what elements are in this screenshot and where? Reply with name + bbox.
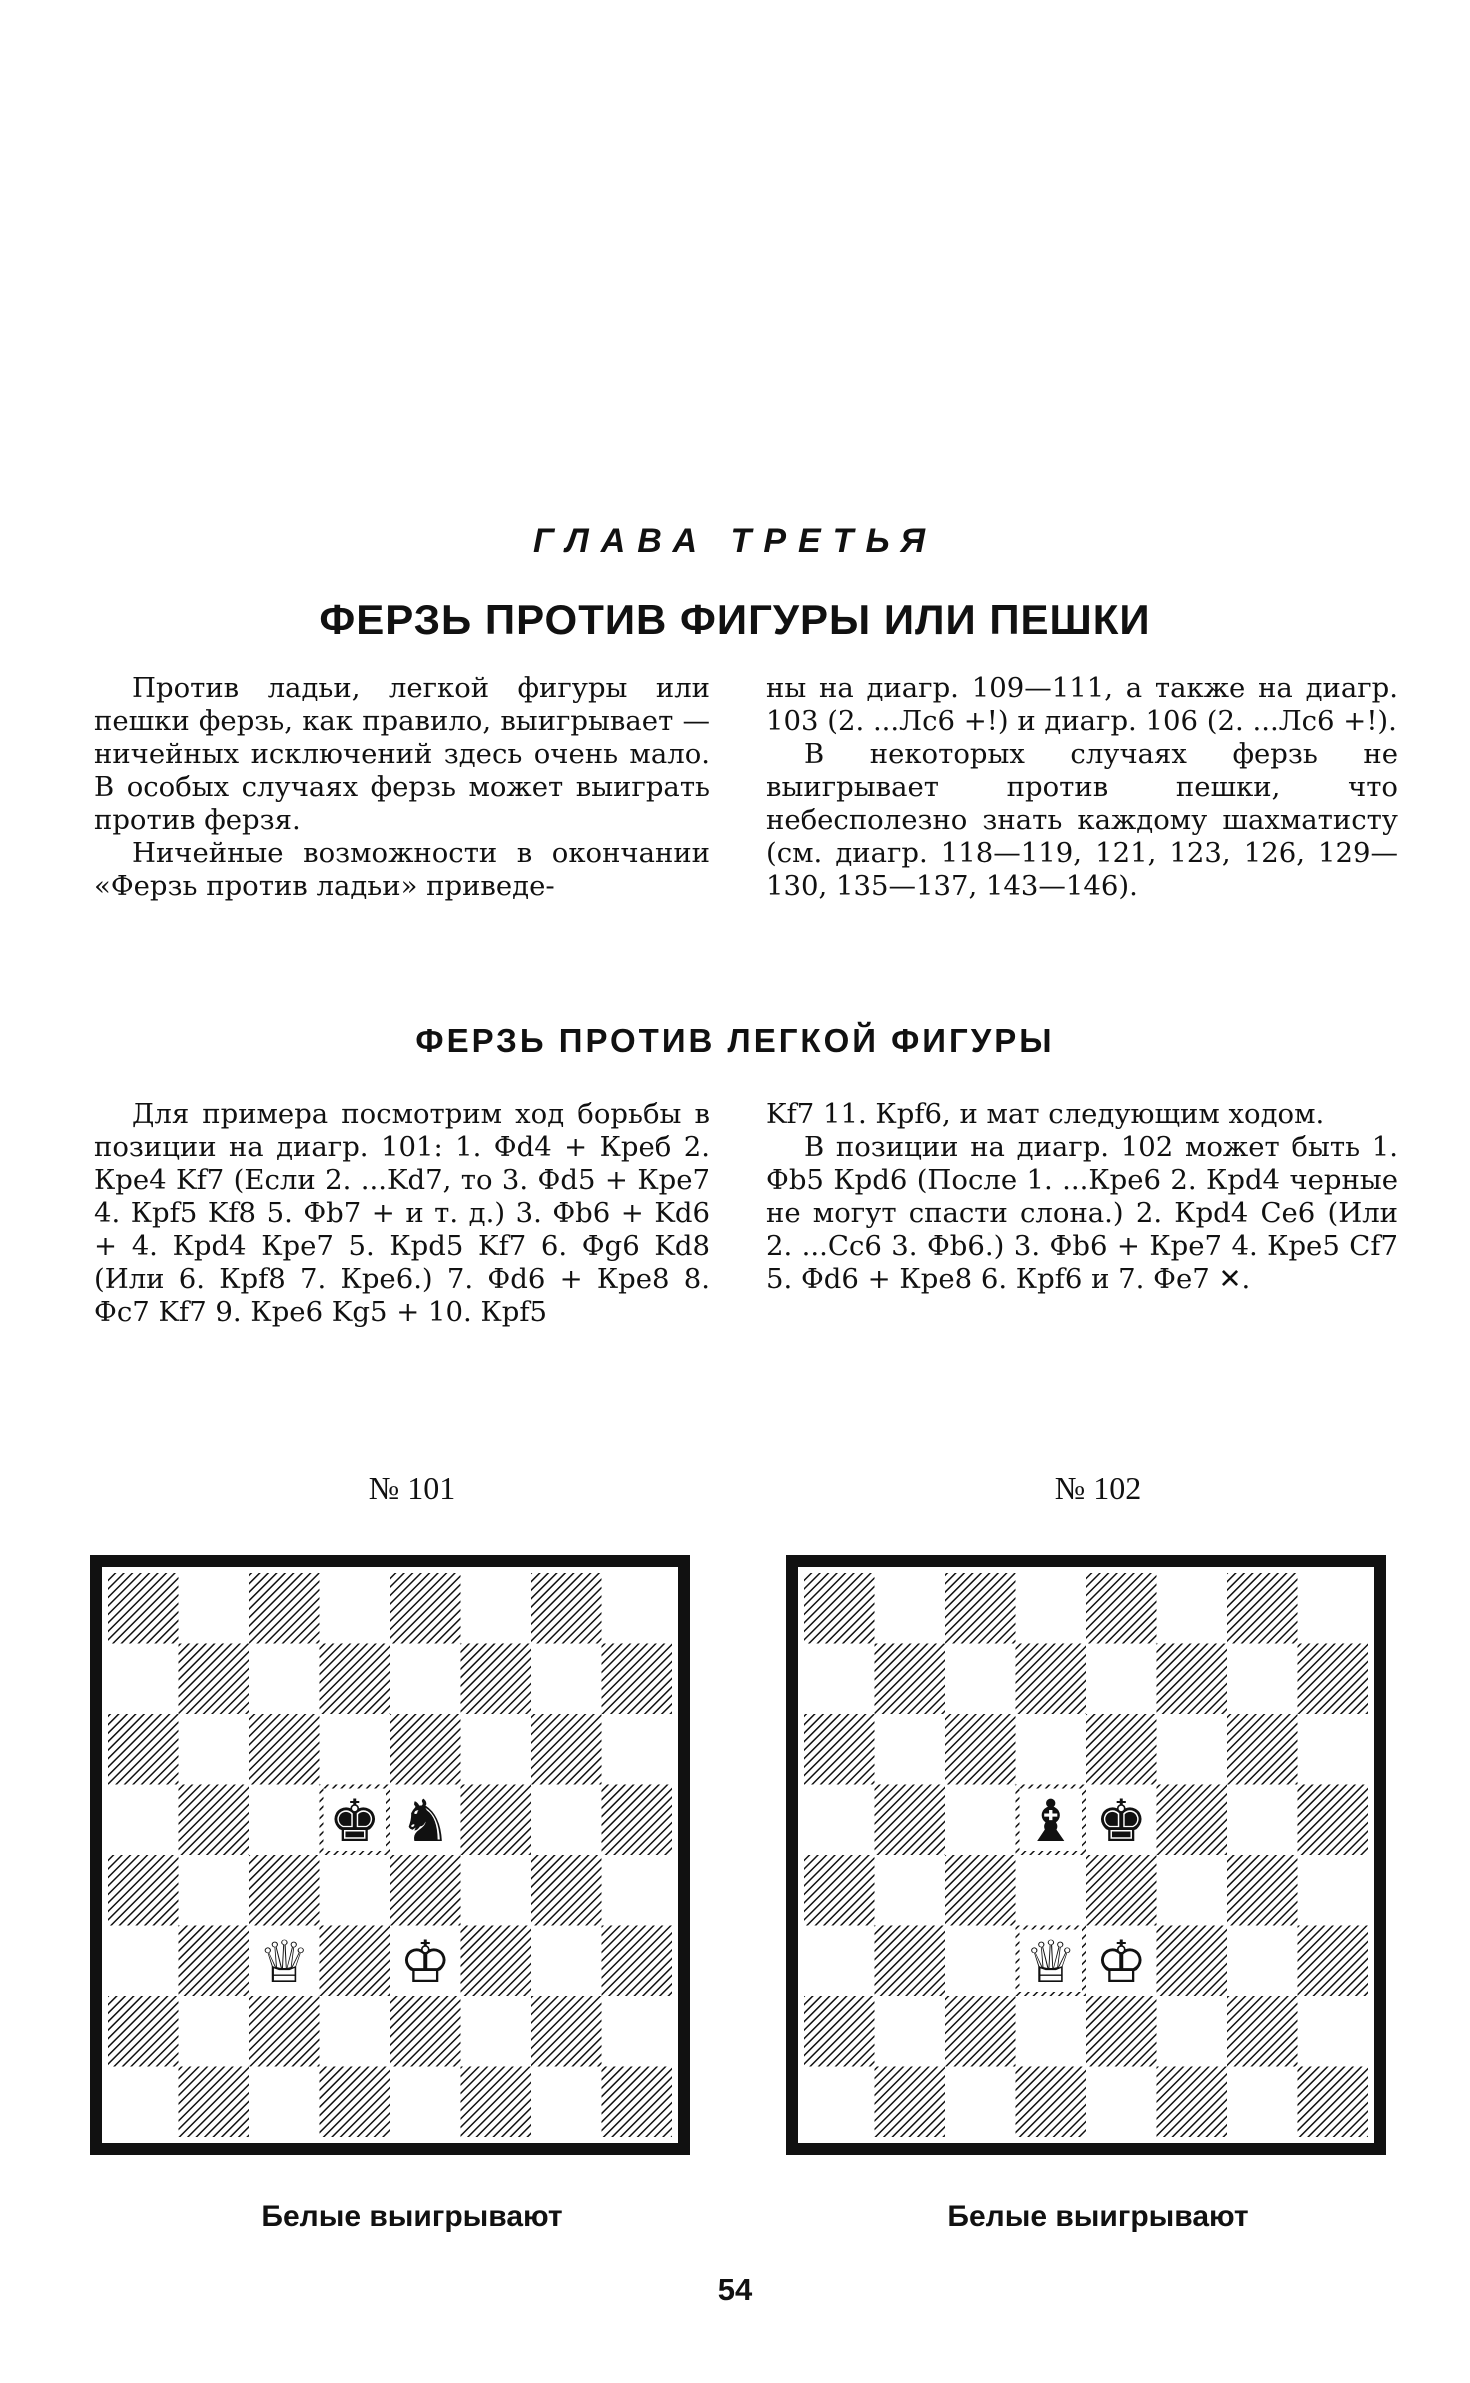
paragraph: В некоторых случаях ферзь не выигрывает против пешки, что небесполезно знать каждому шахматисту (см. диагр. 118—119, 121, 123, 126, 129—130, 135—137, 143—146). xyxy=(766,738,1398,902)
dark-square-d3 xyxy=(320,1926,391,1997)
dark-square-f1 xyxy=(461,2067,532,2138)
paragraph: В позиции на диагр. 102 может быть 1. Фb5 Кpd6 (После 1. ...Кpe6 2. Кpd4 черные не могут спасти слона.) 2. Кpd4 Сe6 (Или 2. ...Сc6 3. Фb6.) 3. Фb6 + Кpe7 4. Кpe5 Сf7 5. Фd6 + Кpe8 6. Кpf6 и 7. Фe7 ✕. xyxy=(766,1131,1398,1295)
dark-square-a2 xyxy=(108,1996,179,2067)
paragraph: Для примера посмотрим ход борьбы в позиции на диагр. 101: 1. Фd4 + Креб 2. Кре4 Kf7 (Если 2. ...Kd7, то 3. Фd5 + Кре7 4. Крf5 Kf8 5. Фb7 + и т. д.) 3. Фb6 + Kd6 + 4. Кpd4 Кpe7 5. Кpd5 Kf7 6. Фg6 Kd8 (Или 6. Кpf8 7. Кpe6.) 7. Фd6 + Кpe8 8. Фс7 Kf7 9. Кpe6 Kg5 + 10. Кpf5 xyxy=(94,1098,710,1328)
dark-square-a6 xyxy=(108,1714,179,1785)
dark-square-c2 xyxy=(945,1996,1016,2067)
dark-square-c8 xyxy=(945,1573,1016,1644)
paragraph: Kf7 11. Кpf6, и мат следующим ходом. xyxy=(766,1098,1325,1130)
dark-square-b1 xyxy=(179,2067,250,2138)
dark-square-e6 xyxy=(390,1714,461,1785)
diagram-caption-102: Белые выигрывают xyxy=(947,2200,1249,2233)
dark-square-h7 xyxy=(602,1644,673,1715)
intro-right-column xyxy=(766,672,1398,903)
chess-diagram-102 xyxy=(786,1555,1386,2155)
dark-square-g2 xyxy=(1227,1996,1298,2067)
paragraph: Против ладьи, легкой фигуры или пешки ферзь, как правило, выигрывает — ничейных исключений здесь очень мало. В особых случаях ферзь может выиграть против ферзя. xyxy=(94,672,710,836)
black-king-icon: ♚ xyxy=(328,1786,381,1855)
dark-square-b5 xyxy=(179,1785,250,1856)
dark-square-b7 xyxy=(875,1644,946,1715)
dark-square-f1 xyxy=(1157,2067,1228,2138)
dark-square-c4 xyxy=(945,1855,1016,1926)
dark-square-e4 xyxy=(1086,1855,1157,1926)
section-left-column xyxy=(94,1098,710,1329)
paragraph: Ничейные возможности в окончании «Ферзь против ладьи» приведе- xyxy=(94,837,710,902)
diagram-number-101: № 101 xyxy=(368,1470,456,1506)
dark-square-e8 xyxy=(1086,1573,1157,1644)
chapter-label: ГЛАВА ТРЕТЬЯ xyxy=(532,522,938,560)
dark-square-f5 xyxy=(1157,1785,1228,1856)
dark-square-b3 xyxy=(179,1926,250,1997)
dark-square-e6 xyxy=(1086,1714,1157,1785)
dark-square-a8 xyxy=(804,1573,875,1644)
dark-square-h5 xyxy=(602,1785,673,1856)
white-king-icon: ♔ xyxy=(1095,1927,1148,1996)
page-number: 54 xyxy=(717,2272,753,2307)
dark-square-h3 xyxy=(602,1926,673,1997)
chessboard xyxy=(90,1555,690,2155)
dark-square-h3 xyxy=(1298,1926,1369,1997)
dark-square-b3 xyxy=(875,1926,946,1997)
dark-square-e2 xyxy=(1086,1996,1157,2067)
dark-square-h5 xyxy=(1298,1785,1369,1856)
chessboard xyxy=(786,1555,1386,2155)
dark-square-g4 xyxy=(1227,1855,1298,1926)
dark-square-d7 xyxy=(1016,1644,1087,1715)
dark-square-g8 xyxy=(1227,1573,1298,1644)
intro-left-column xyxy=(94,672,710,903)
chapter-title: ФЕРЗЬ ПРОТИВ ФИГУРЫ ИЛИ ПЕШКИ xyxy=(319,596,1151,643)
dark-square-c8 xyxy=(249,1573,320,1644)
dark-square-e4 xyxy=(390,1855,461,1926)
dark-square-f3 xyxy=(461,1926,532,1997)
dark-square-a2 xyxy=(804,1996,875,2067)
dark-square-f7 xyxy=(461,1644,532,1715)
dark-square-a6 xyxy=(804,1714,875,1785)
dark-square-d7 xyxy=(320,1644,391,1715)
white-queen-icon: ♕ xyxy=(258,1927,311,1996)
dark-square-f5 xyxy=(461,1785,532,1856)
dark-square-h1 xyxy=(602,2067,673,2138)
black-bishop-icon: ♝ xyxy=(1024,1786,1077,1855)
black-knight-icon: ♞ xyxy=(399,1786,452,1855)
dark-square-g6 xyxy=(1227,1714,1298,1785)
dark-square-a4 xyxy=(108,1855,179,1926)
white-king-icon: ♔ xyxy=(399,1927,452,1996)
dark-square-h7 xyxy=(1298,1644,1369,1715)
dark-square-c2 xyxy=(249,1996,320,2067)
dark-square-a8 xyxy=(108,1573,179,1644)
dark-square-g6 xyxy=(531,1714,602,1785)
white-queen-icon: ♕ xyxy=(1024,1927,1077,1996)
dark-square-c4 xyxy=(249,1855,320,1926)
paragraph: ны на диагр. 109—111, а также на диагр. 103 (2. ...Лс6 +!) и диагр. 106 (2. ...Лс6 +!). xyxy=(766,672,1398,737)
dark-square-e8 xyxy=(390,1573,461,1644)
diagram-caption-101: Белые выигрывают xyxy=(261,2200,563,2233)
dark-square-d1 xyxy=(1016,2067,1087,2138)
dark-square-g8 xyxy=(531,1573,602,1644)
dark-square-f7 xyxy=(1157,1644,1228,1715)
dark-square-b7 xyxy=(179,1644,250,1715)
dark-square-e2 xyxy=(390,1996,461,2067)
section-right-column xyxy=(766,1098,1398,1296)
dark-square-d1 xyxy=(320,2067,391,2138)
dark-square-b1 xyxy=(875,2067,946,2138)
diagram-number-102: № 102 xyxy=(1054,1470,1142,1506)
black-king-icon: ♚ xyxy=(1095,1786,1148,1855)
dark-square-g4 xyxy=(531,1855,602,1926)
dark-square-b5 xyxy=(875,1785,946,1856)
dark-square-h1 xyxy=(1298,2067,1369,2138)
dark-square-c6 xyxy=(249,1714,320,1785)
dark-square-g2 xyxy=(531,1996,602,2067)
dark-square-c6 xyxy=(945,1714,1016,1785)
section-title: ФЕРЗЬ ПРОТИВ ЛЕГКОЙ ФИГУРЫ xyxy=(415,1022,1055,1059)
dark-square-a4 xyxy=(804,1855,875,1926)
dark-square-f3 xyxy=(1157,1926,1228,1997)
chess-diagram-101 xyxy=(90,1555,690,2155)
